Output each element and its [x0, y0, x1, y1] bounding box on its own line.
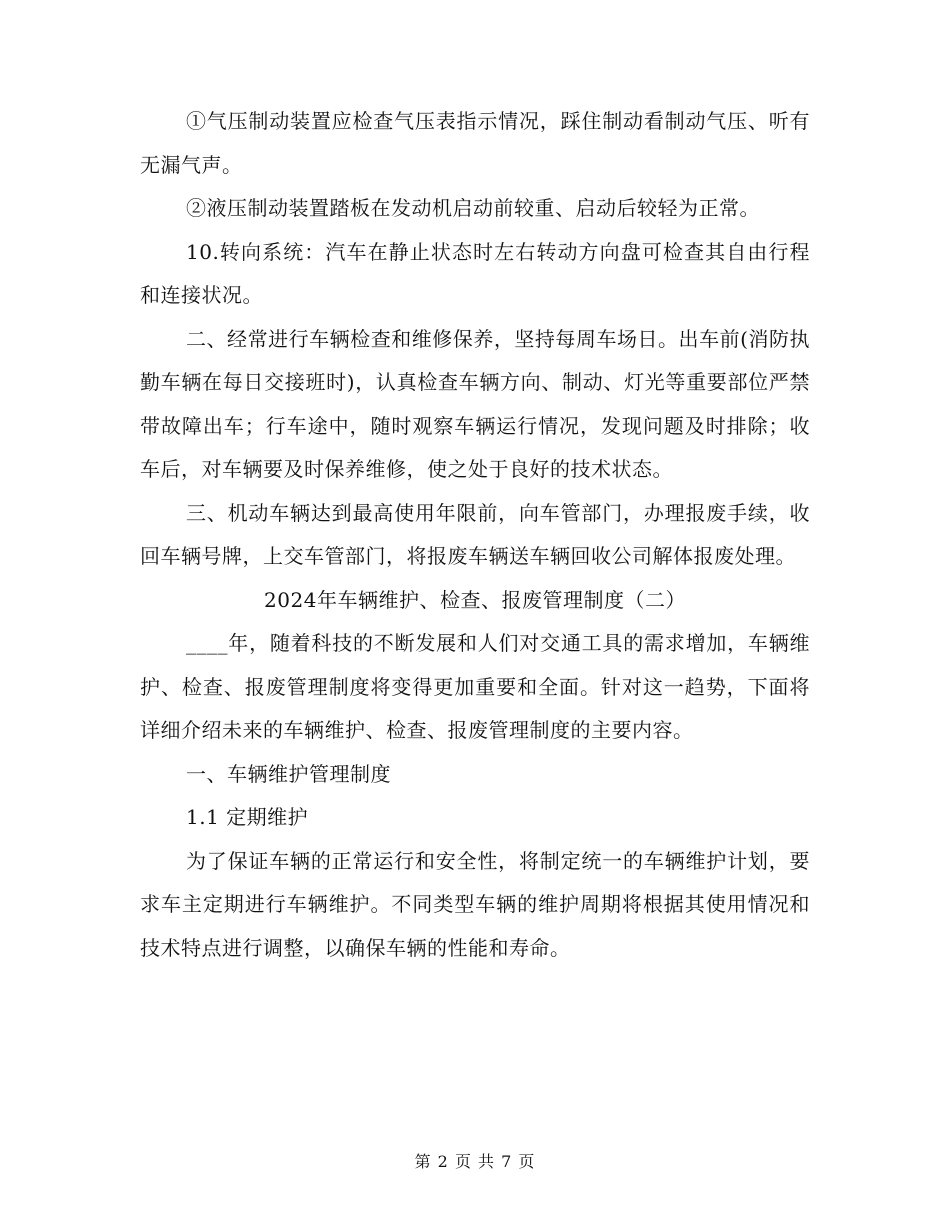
page-footer: 第 2 页 共 7 页 — [414, 1152, 536, 1171]
paragraph-steering: 10.转向系统：汽车在静止状态时左右转动方向盘可检查其自由行程和连接状况。 — [140, 239, 810, 307]
paragraph-inspection: 二、经常进行车辆检查和维修保养，坚持每周车场日。出车前(消防执勤车辆在每日交接班时)，认真检查车辆方向、制动、灯光等重要部位严禁带故障出车；行车途中，随时观察车辆运行情况，发现问题及时排除；收车后，对车辆要及时保养维修，使之处于良好的技术状态。 — [140, 326, 810, 481]
paragraph-intro: ____年，随着科技的不断发展和人们对交通工具的需求增加，车辆维护、检查、报废管理制度将变得更加重要和全面。针对这一趋势，下面将详细介绍未来的车辆维护、检查、报废管理制度的主要内容。 — [140, 631, 810, 742]
section-title: 2024年车辆维护、检查、报废管理制度（二） — [264, 587, 686, 612]
paragraph-periodic-maintenance: 为了保证车辆的正常运行和安全性，将制定统一的车辆维护计划，要求车主定期进行车辆维护。不同类型车辆的维护周期将根据其使用情况和技术特点进行调整，以确保车辆的性能和寿命。 — [140, 848, 810, 960]
paragraph-scrapping: 三、机动车辆达到最高使用年限前，向车管部门，办理报废手续，收回车辆号牌，上交车管部门，将报废车辆送车辆回收公司解体报废处理。 — [140, 500, 810, 568]
document-body — [140, 100, 810, 970]
heading-maintenance-system: 一、车辆维护管理制度 — [186, 761, 391, 786]
paragraph-air-brake: ①气压制动装置应检查气压表指示情况，踩住制动看制动气压、听有无漏气声。 — [140, 109, 810, 177]
heading-periodic-maintenance: 1.1 定期维护 — [186, 805, 309, 829]
paragraph-hydraulic-brake: ②液压制动装置踏板在发动机启动前较重、启动后较轻为正常。 — [186, 196, 760, 220]
